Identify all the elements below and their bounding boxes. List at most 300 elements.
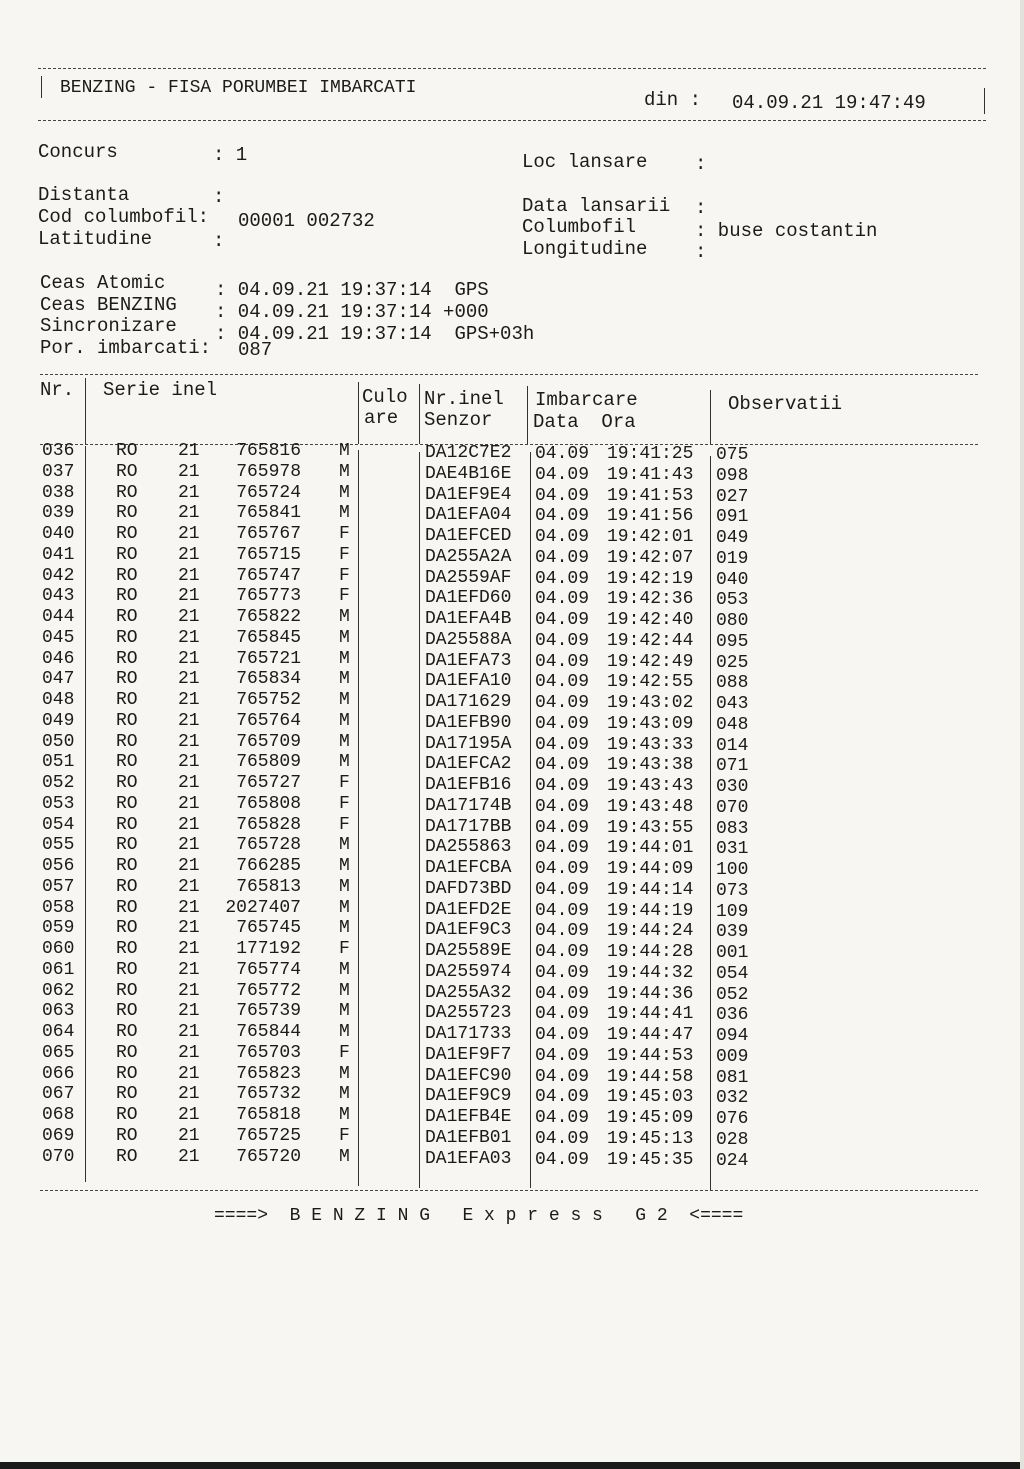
row-ring-number: 765816 [236,441,301,461]
column-serie-inel: Serie inel [103,379,218,401]
row-year: 21 [178,752,200,773]
row-sensor-id: DA1EFA73 [425,650,512,671]
row-observation: 049 [716,528,749,548]
row-country: RO [116,856,138,876]
table-row [0,669,1024,694]
row-sensor-id: DA25588A [425,629,512,650]
row-number: 057 [42,876,75,897]
row-year: 21 [178,835,200,856]
row-sex: M [339,980,350,1001]
row-year: 21 [178,773,200,793]
row-sex: M [339,959,350,980]
row-year: 21 [178,793,200,814]
row-number: 037 [42,461,75,482]
row-time: 19:43:38 [607,755,694,776]
table-row [0,773,1024,797]
row-sex: M [339,752,350,773]
row-sensor-id: DA12C7E2 [425,443,512,463]
row-date: 04.09 [535,713,590,734]
row-time: 19:44:53 [607,1045,694,1066]
title-box-bottom-border [38,120,986,121]
row-sex: M [339,607,350,627]
table-bottom-rule [40,1190,978,1191]
cod-columbofil-value: 00001 002732 [238,210,375,232]
row-time: 19:44:01 [607,838,694,859]
row-sex: F [339,1125,350,1146]
row-time: 19:42:07 [607,547,694,568]
row-observation: 014 [716,735,749,756]
row-observation: 081 [716,1067,749,1088]
row-date: 04.09 [535,900,590,921]
row-date: 04.09 [535,838,590,859]
row-number: 041 [42,544,75,565]
row-sensor-id: DA1EFB90 [425,712,512,733]
row-sex: M [339,918,350,939]
row-sensor-id: DA1EFCA2 [425,754,512,775]
table-row [0,565,1024,590]
footer-banner: ====> B E N Z I N G E x p r e s s G 2 <==== [214,1206,744,1226]
row-observation: 109 [716,901,749,922]
row-ring-number: 177192 [236,939,301,959]
row-date: 04.09 [535,589,590,610]
table-row [0,731,1024,756]
row-ring-number: 765808 [236,793,301,814]
latitudine-label: Latitudine [38,228,153,250]
header-separator-senzor [527,386,528,444]
ceas-benzing-value: : 04.09.21 19:37:14 +000 [215,301,489,323]
header-separator-serie [358,382,359,444]
row-sensor-id: DA1EF9F7 [425,1044,512,1065]
row-observation: 080 [716,611,749,631]
row-date: 04.09 [535,1128,590,1149]
row-number: 049 [42,710,75,731]
row-ring-number: 765772 [236,980,301,1001]
row-sensor-id: DA1EF9C3 [425,920,512,941]
row-country: RO [116,980,138,1001]
row-observation: 070 [716,797,749,818]
row-country: RO [116,524,138,544]
row-observation: 053 [716,590,749,611]
row-country: RO [116,482,138,503]
row-number: 069 [42,1125,75,1146]
sincronizare-value: : 04.09.21 19:37:14 GPS+03h [215,323,535,345]
row-sensor-id: DA255723 [425,1003,512,1024]
row-number: 065 [42,1042,75,1063]
row-country: RO [116,897,138,918]
row-country: RO [116,690,138,710]
row-ring-number: 765725 [236,1125,301,1146]
row-time: 19:42:44 [607,630,694,651]
title-box-left-edge [41,76,42,98]
row-time: 19:42:36 [607,589,694,610]
row-number: 051 [42,752,75,773]
row-sensor-id: DA171733 [425,1024,512,1044]
row-number: 038 [42,482,75,503]
row-time: 19:44:24 [607,921,694,942]
row-time: 19:44:19 [607,900,694,921]
row-ring-number: 765834 [236,669,301,690]
row-time: 19:43:55 [607,817,694,838]
row-year: 21 [178,482,200,503]
columbofil-value: : buse costantin [695,220,878,242]
row-observation: 100 [716,860,749,880]
row-year: 21 [178,814,200,835]
row-observation: 054 [716,963,749,984]
row-sensor-id: DA1717BB [425,816,512,837]
row-time: 19:43:43 [607,776,694,796]
table-row [0,876,1024,901]
row-year: 21 [178,669,200,690]
table-row [0,544,1024,569]
row-time: 19:42:55 [607,672,694,693]
row-ring-number: 765727 [236,773,301,793]
row-number: 067 [42,1084,75,1105]
row-ring-number: 765823 [236,1063,301,1084]
row-ring-number: 765773 [236,586,301,607]
row-time: 19:42:49 [607,651,694,672]
row-ring-number: 765715 [236,544,301,565]
report-title: BENZING - FISA PORUMBEI IMBARCATI [60,78,417,98]
row-time: 19:41:53 [607,485,694,506]
row-ring-number: 765703 [236,1042,301,1063]
row-date: 04.09 [535,1004,590,1025]
por-imbarcati-label: Por. imbarcati: [40,337,212,359]
row-number: 036 [42,441,75,461]
table-row [0,607,1024,631]
row-sex: F [339,939,350,959]
row-number: 048 [42,690,75,710]
table-row [0,648,1024,673]
table-row [0,710,1024,735]
row-year: 21 [178,876,200,897]
row-observation: 009 [716,1046,749,1067]
row-year: 21 [178,710,200,731]
row-sensor-id: DA255974 [425,961,512,982]
row-ring-number: 765809 [236,752,301,773]
row-year: 21 [178,607,200,627]
row-date: 04.09 [535,693,590,713]
row-year: 21 [178,918,200,939]
row-observation: 052 [716,984,749,1005]
row-observation: 071 [716,756,749,777]
row-sensor-id: DA1EFA10 [425,671,512,692]
row-sex: F [339,544,350,565]
row-sex: M [339,1105,350,1125]
columbofil-label: Columbofil [522,216,637,238]
row-date: 04.09 [535,506,590,527]
header-separator-nr [85,378,86,444]
row-sex: M [339,856,350,876]
row-year: 21 [178,544,200,565]
row-sex: M [339,1146,350,1167]
row-year: 21 [178,461,200,482]
distanta-label: Distanta [38,184,130,206]
row-ring-number: 765732 [236,1084,301,1105]
row-country: RO [116,461,138,482]
row-number: 063 [42,1001,75,1022]
row-sex: F [339,793,350,814]
row-date: 04.09 [535,610,590,630]
table-row [0,503,1024,528]
row-year: 21 [178,1001,200,1022]
row-ring-number: 766285 [236,856,301,876]
table-row [0,980,1024,1005]
row-country: RO [116,669,138,690]
table-row [0,897,1024,922]
row-country: RO [116,1105,138,1125]
row-date: 04.09 [535,817,590,838]
row-observation: 031 [716,839,749,860]
row-sensor-id: DA1EFA4B [425,609,512,629]
row-sensor-id: DAFD73BD [425,878,512,899]
table-row [0,690,1024,714]
row-country: RO [116,565,138,586]
row-date: 04.09 [535,1045,590,1066]
row-ring-number: 765720 [236,1146,301,1167]
row-observation: 095 [716,631,749,652]
row-ring-number: 765774 [236,959,301,980]
row-sex: M [339,441,350,461]
row-time: 19:42:01 [607,527,694,547]
row-number: 046 [42,648,75,669]
row-country: RO [116,959,138,980]
row-year: 21 [178,980,200,1001]
column-culoare-1: Culo [362,386,408,408]
report-date: 04.09.21 19:47:49 [732,92,926,114]
row-sex: M [339,669,350,690]
row-number: 055 [42,835,75,856]
row-observation: 083 [716,818,749,839]
row-date: 04.09 [535,527,590,547]
row-sex: F [339,1042,350,1063]
data-lansarii-label: Data lansarii [522,195,671,217]
row-ring-number: 765739 [236,1001,301,1022]
row-country: RO [116,586,138,607]
row-date: 04.09 [535,547,590,568]
row-ring-number: 765978 [236,461,301,482]
row-sensor-id: DA1EF9E4 [425,484,512,505]
row-country: RO [116,731,138,752]
row-year: 21 [178,959,200,980]
row-time: 19:44:41 [607,1004,694,1025]
row-sex: M [339,690,350,710]
row-year: 21 [178,690,200,710]
row-time: 19:43:09 [607,713,694,734]
row-time: 19:42:19 [607,568,694,589]
table-row [0,1022,1024,1046]
row-country: RO [116,1063,138,1084]
row-year: 21 [178,1105,200,1125]
row-sex: M [339,876,350,897]
row-sensor-id: DA2559AF [425,567,512,588]
row-sex: M [339,1084,350,1105]
row-date: 04.09 [535,859,590,879]
row-observation: 024 [716,1150,749,1171]
row-ring-number: 765841 [236,503,301,524]
sincronizare-label: Sincronizare [40,315,177,337]
row-year: 21 [178,856,200,876]
row-number: 042 [42,565,75,586]
row-ring-number: 765764 [236,710,301,731]
row-year: 21 [178,586,200,607]
date-label: din : [644,89,702,111]
table-row [0,482,1024,507]
row-year: 21 [178,1084,200,1105]
row-sensor-id: DA1EFC90 [425,1065,512,1086]
table-row [0,1063,1024,1088]
row-country: RO [116,835,138,856]
column-nrinel-2: Senzor [424,409,493,431]
row-number: 039 [42,503,75,524]
row-year: 21 [178,565,200,586]
row-number: 060 [42,939,75,959]
row-sensor-id: DA171629 [425,692,512,712]
header-separator-culoare [419,384,420,444]
table-row [0,1001,1024,1026]
row-observation: 027 [716,486,749,507]
ceas-atomic-value: : 04.09.21 19:37:14 GPS [215,279,489,301]
row-country: RO [116,544,138,565]
row-date: 04.09 [535,1025,590,1045]
table-row [0,1042,1024,1067]
row-observation: 028 [716,1129,749,1150]
row-country: RO [116,1022,138,1042]
row-sex: M [339,648,350,669]
row-ring-number: 765709 [236,731,301,752]
row-ring-number: 765728 [236,835,301,856]
row-year: 21 [178,627,200,648]
row-number: 040 [42,524,75,544]
table-row [0,1105,1024,1129]
row-country: RO [116,1146,138,1167]
row-sensor-id: DA255A2A [425,546,512,567]
row-number: 062 [42,980,75,1001]
row-observation: 032 [716,1088,749,1109]
row-country: RO [116,710,138,731]
row-time: 19:43:02 [607,693,694,713]
row-date: 04.09 [535,796,590,817]
table-row [0,918,1024,943]
table-row [0,461,1024,486]
table-row [0,939,1024,963]
row-date: 04.09 [535,755,590,776]
row-observation: 019 [716,548,749,569]
row-observation: 048 [716,714,749,735]
row-sensor-id: DA1EFB01 [425,1127,512,1148]
row-time: 19:44:58 [607,1066,694,1087]
row-country: RO [116,607,138,627]
row-observation: 043 [716,694,749,714]
table-row [0,1146,1024,1171]
row-country: RO [116,939,138,959]
row-year: 21 [178,524,200,544]
row-number: 066 [42,1063,75,1084]
row-year: 21 [178,1146,200,1167]
row-sex: M [339,1001,350,1022]
row-time: 19:44:09 [607,859,694,879]
row-sensor-id: DA1EFD2E [425,899,512,920]
row-time: 19:41:25 [607,444,694,464]
row-time: 19:43:48 [607,796,694,817]
row-country: RO [116,918,138,939]
row-time: 19:44:14 [607,879,694,900]
table-row [0,627,1024,652]
row-date: 04.09 [535,734,590,755]
row-time: 19:45:13 [607,1128,694,1149]
title-box-top-border [38,68,986,69]
table-row [0,959,1024,984]
table-row [0,814,1024,839]
column-culoare-2: are [364,407,399,429]
row-date: 04.09 [535,485,590,506]
row-date: 04.09 [535,464,590,485]
row-time: 19:45:09 [607,1108,694,1128]
row-ring-number: 765767 [236,524,301,544]
row-observation: 036 [716,1005,749,1026]
longitudine-label: Longitudine [522,238,648,260]
row-sensor-id: DA1EFB16 [425,775,512,795]
table-row [0,586,1024,611]
table-row [0,441,1024,465]
table-row [0,793,1024,818]
row-ring-number: 765747 [236,565,301,586]
row-time: 19:45:03 [607,1087,694,1108]
latitudine-value: : [213,230,225,252]
row-number: 054 [42,814,75,835]
row-year: 21 [178,1125,200,1146]
row-year: 21 [178,897,200,918]
loc-lansare-value: : [695,153,707,175]
row-number: 061 [42,959,75,980]
row-sensor-id: DA25589E [425,941,512,961]
row-country: RO [116,503,138,524]
row-number: 050 [42,731,75,752]
row-sensor-id: DA1EFD60 [425,588,512,609]
row-observation: 040 [716,569,749,590]
row-observation: 094 [716,1026,749,1046]
row-observation: 073 [716,880,749,901]
row-ring-number: 765724 [236,482,301,503]
row-observation: 091 [716,507,749,528]
row-number: 064 [42,1022,75,1042]
row-date: 04.09 [535,651,590,672]
row-observation: 025 [716,652,749,673]
row-date: 04.09 [535,983,590,1004]
row-ring-number: 765721 [236,648,301,669]
row-sensor-id: DA1EF9C9 [425,1086,512,1107]
table-header-top-rule [40,374,978,375]
column-observatii: Observatii [728,393,843,415]
cod-columbofil-label: Cod columbofil: [38,206,210,228]
row-number: 047 [42,669,75,690]
row-sex: M [339,1063,350,1084]
row-date: 04.09 [535,962,590,983]
row-country: RO [116,876,138,897]
row-sensor-id: DA1EFB4E [425,1107,512,1127]
row-sensor-id: DA1EFA03 [425,1148,512,1169]
row-country: RO [116,814,138,835]
row-observation: 098 [716,465,749,486]
row-ring-number: 765845 [236,627,301,648]
table-row [0,1125,1024,1150]
row-sex: F [339,773,350,793]
row-year: 21 [178,731,200,752]
row-sensor-id: DA17174B [425,795,512,816]
row-number: 059 [42,918,75,939]
loc-lansare-label: Loc lansare [522,151,648,173]
row-country: RO [116,627,138,648]
row-ring-number: 2027407 [225,897,301,918]
